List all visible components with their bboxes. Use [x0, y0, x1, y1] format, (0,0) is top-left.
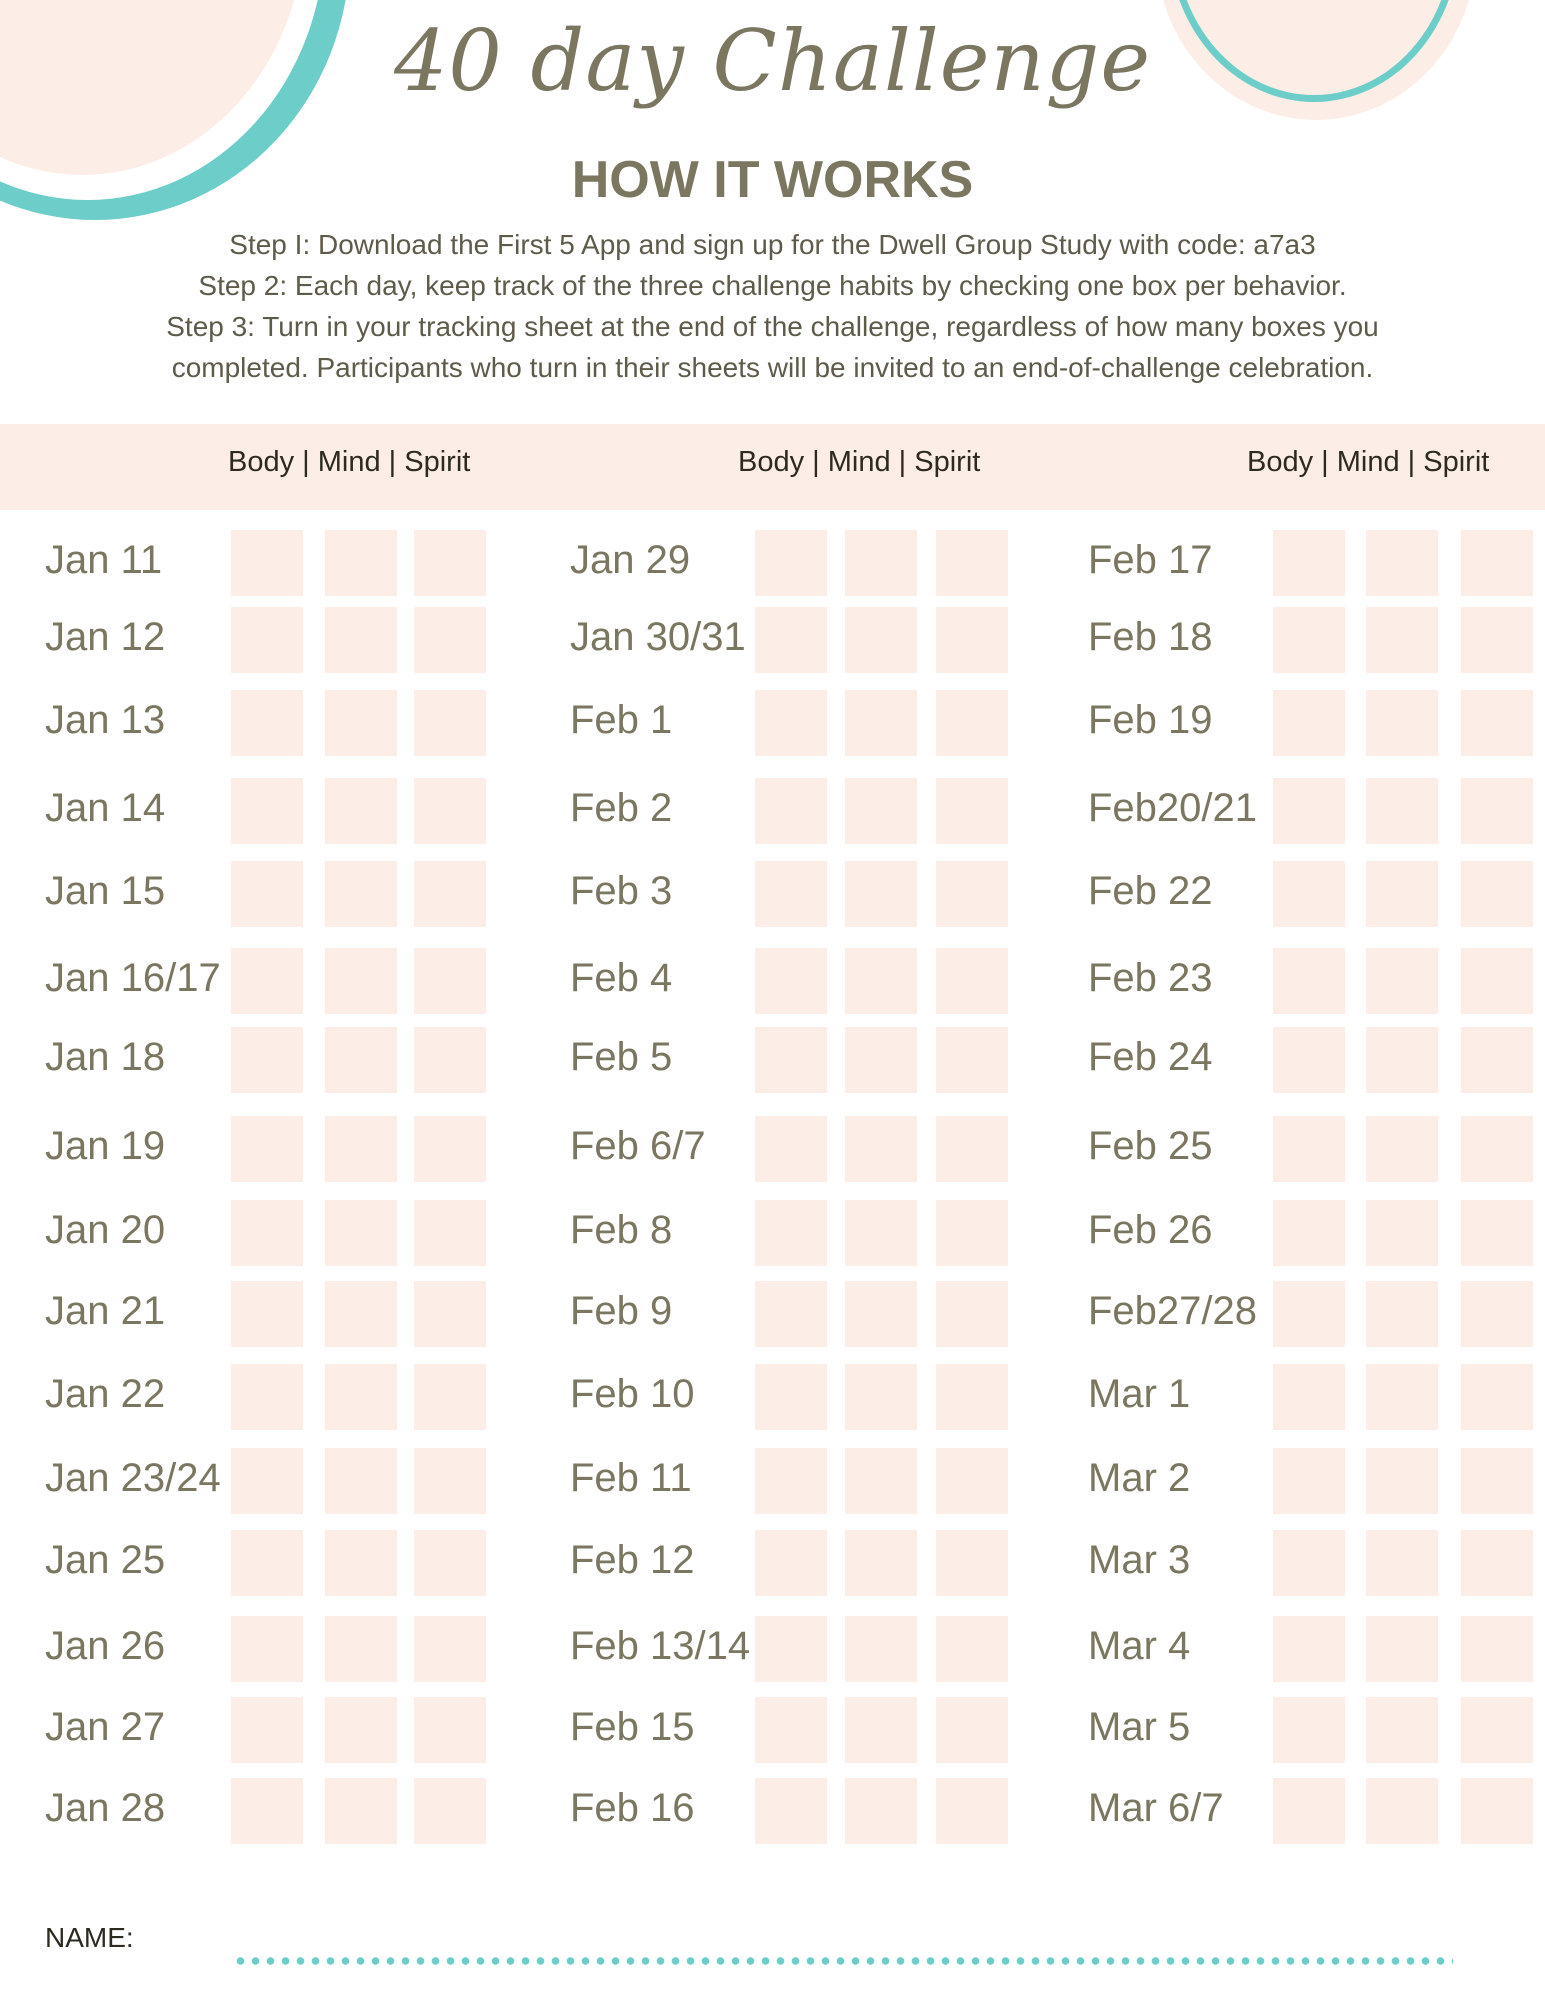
body-checkbox[interactable] [231, 530, 303, 596]
date-label: Mar 5 [1088, 1705, 1191, 1749]
date-label: Feb 1 [570, 698, 673, 742]
mind-checkbox[interactable] [325, 1116, 397, 1182]
date-label: Mar 3 [1088, 1538, 1191, 1582]
spirit-checkbox[interactable] [414, 1364, 486, 1430]
spirit-checkbox[interactable] [414, 861, 486, 927]
date-label: Feb 5 [570, 1035, 673, 1079]
spirit-checkbox[interactable] [1461, 690, 1533, 756]
spirit-checkbox[interactable] [414, 1778, 486, 1844]
step-1: Step I: Download the First 5 App and sign up for the Dwell Group Study with code: a7a3 [229, 229, 1316, 260]
date-label: Jan 29 [570, 538, 691, 582]
mind-checkbox[interactable] [325, 690, 397, 756]
mind-checkbox[interactable] [1366, 1281, 1438, 1347]
date-label: Feb 9 [570, 1289, 673, 1333]
mind-checkbox[interactable] [1366, 1116, 1438, 1182]
name-input-line[interactable] [233, 1956, 1453, 1966]
spirit-checkbox[interactable] [936, 1616, 1008, 1682]
date-label: Feb 2 [570, 786, 673, 830]
date-label: Feb 18 [1088, 615, 1213, 659]
column-header-2: Body | Mind | Spirit [738, 446, 981, 478]
spirit-checkbox[interactable] [414, 1697, 486, 1763]
mind-checkbox[interactable] [1366, 861, 1438, 927]
spirit-checkbox[interactable] [414, 1448, 486, 1514]
spirit-checkbox[interactable] [414, 1530, 486, 1596]
column-header-3: Body | Mind | Spirit [1247, 446, 1490, 478]
mind-checkbox[interactable] [325, 1778, 397, 1844]
date-label: Feb 12 [570, 1538, 695, 1582]
spirit-checkbox[interactable] [936, 1281, 1008, 1347]
mind-checkbox[interactable] [845, 1364, 917, 1430]
body-checkbox[interactable] [755, 690, 827, 756]
instructions [60, 224, 1485, 388]
body-checkbox[interactable] [1273, 1530, 1345, 1596]
mind-checkbox[interactable] [845, 1616, 917, 1682]
mind-checkbox[interactable] [1366, 530, 1438, 596]
spirit-checkbox[interactable] [1461, 1281, 1533, 1347]
date-label: Feb 10 [570, 1372, 695, 1416]
spirit-checkbox[interactable] [936, 690, 1008, 756]
mind-checkbox[interactable] [325, 1616, 397, 1682]
spirit-checkbox[interactable] [1461, 607, 1533, 673]
mind-checkbox[interactable] [845, 861, 917, 927]
body-checkbox[interactable] [231, 1364, 303, 1430]
body-checkbox[interactable] [1273, 1200, 1345, 1266]
body-checkbox[interactable] [1273, 1778, 1345, 1844]
body-checkbox[interactable] [231, 861, 303, 927]
mind-checkbox[interactable] [325, 1027, 397, 1093]
body-checkbox[interactable] [755, 1778, 827, 1844]
spirit-checkbox[interactable] [1461, 1697, 1533, 1763]
spirit-checkbox[interactable] [936, 1027, 1008, 1093]
spirit-checkbox[interactable] [414, 530, 486, 596]
date-label: Jan 21 [45, 1289, 166, 1333]
spirit-checkbox[interactable] [936, 1778, 1008, 1844]
mind-checkbox[interactable] [1366, 1530, 1438, 1596]
body-checkbox[interactable] [231, 607, 303, 673]
spirit-checkbox[interactable] [1461, 1116, 1533, 1182]
date-label: Feb 25 [1088, 1124, 1213, 1168]
date-label: Feb 13/14 [570, 1624, 751, 1668]
spirit-checkbox[interactable] [936, 861, 1008, 927]
date-label: Jan 18 [45, 1035, 166, 1079]
date-label: Jan 22 [45, 1372, 166, 1416]
date-label: Jan 26 [45, 1624, 166, 1668]
date-label: Feb 26 [1088, 1208, 1213, 1252]
mind-checkbox[interactable] [845, 1697, 917, 1763]
body-checkbox[interactable] [231, 1616, 303, 1682]
body-checkbox[interactable] [1273, 690, 1345, 756]
body-checkbox[interactable] [231, 1530, 303, 1596]
spirit-checkbox[interactable] [414, 1200, 486, 1266]
mind-checkbox[interactable] [1366, 1200, 1438, 1266]
body-checkbox[interactable] [231, 1116, 303, 1182]
mind-checkbox[interactable] [325, 1697, 397, 1763]
mind-checkbox[interactable] [845, 948, 917, 1014]
spirit-checkbox[interactable] [414, 948, 486, 1014]
body-checkbox[interactable] [755, 948, 827, 1014]
mind-checkbox[interactable] [1366, 1616, 1438, 1682]
date-label: Jan 11 [45, 538, 163, 582]
mind-checkbox[interactable] [325, 530, 397, 596]
body-checkbox[interactable] [231, 1027, 303, 1093]
body-checkbox[interactable] [755, 530, 827, 596]
date-label: Mar 1 [1088, 1372, 1191, 1416]
date-label: Jan 12 [45, 615, 166, 659]
spirit-checkbox[interactable] [936, 778, 1008, 844]
date-label: Jan 23/24 [45, 1456, 221, 1500]
body-checkbox[interactable] [231, 948, 303, 1014]
body-checkbox[interactable] [231, 1697, 303, 1763]
spirit-checkbox[interactable] [1461, 1530, 1533, 1596]
mind-checkbox[interactable] [845, 1448, 917, 1514]
mind-checkbox[interactable] [1366, 690, 1438, 756]
spirit-checkbox[interactable] [936, 1200, 1008, 1266]
mind-checkbox[interactable] [1366, 778, 1438, 844]
date-label: Feb 24 [1088, 1035, 1213, 1079]
body-checkbox[interactable] [1273, 1116, 1345, 1182]
body-checkbox[interactable] [1273, 1281, 1345, 1347]
mind-checkbox[interactable] [325, 861, 397, 927]
mind-checkbox[interactable] [325, 948, 397, 1014]
body-checkbox[interactable] [231, 1281, 303, 1347]
mind-checkbox[interactable] [845, 607, 917, 673]
mind-checkbox[interactable] [325, 1200, 397, 1266]
date-label: Jan 30/31 [570, 615, 746, 659]
spirit-checkbox[interactable] [1461, 861, 1533, 927]
body-checkbox[interactable] [231, 778, 303, 844]
body-checkbox[interactable] [1273, 861, 1345, 927]
spirit-checkbox[interactable] [1461, 1200, 1533, 1266]
body-checkbox[interactable] [755, 1530, 827, 1596]
spirit-checkbox[interactable] [414, 1116, 486, 1182]
date-label: Feb 4 [570, 956, 673, 1000]
step-3-line-2: completed. Participants who turn in their sheets will be invited to an end-of-challenge celebration. [171, 352, 1374, 383]
mind-checkbox[interactable] [845, 1778, 917, 1844]
body-checkbox[interactable] [755, 607, 827, 673]
spirit-checkbox[interactable] [936, 1364, 1008, 1430]
body-checkbox[interactable] [755, 1364, 827, 1430]
date-label: Feb27/28 [1088, 1289, 1258, 1333]
body-checkbox[interactable] [1273, 1027, 1345, 1093]
date-label: Mar 2 [1088, 1456, 1191, 1500]
spirit-checkbox[interactable] [414, 607, 486, 673]
mind-checkbox[interactable] [845, 1027, 917, 1093]
mind-checkbox[interactable] [325, 1364, 397, 1430]
body-checkbox[interactable] [755, 778, 827, 844]
body-checkbox[interactable] [755, 1281, 827, 1347]
date-label: Jan 16/17 [45, 956, 221, 1000]
mind-checkbox[interactable] [1366, 607, 1438, 673]
spirit-checkbox[interactable] [1461, 1027, 1533, 1093]
date-label: Mar 4 [1088, 1624, 1191, 1668]
mind-checkbox[interactable] [325, 778, 397, 844]
date-label: Mar 6/7 [1088, 1786, 1224, 1830]
date-label: Feb 15 [570, 1705, 695, 1749]
body-checkbox[interactable] [755, 1200, 827, 1266]
mind-checkbox[interactable] [845, 530, 917, 596]
mind-checkbox[interactable] [1366, 1778, 1438, 1844]
body-checkbox[interactable] [755, 1116, 827, 1182]
body-checkbox[interactable] [1273, 1448, 1345, 1514]
page-title: 40 day Challenge [393, 12, 1152, 110]
spirit-checkbox[interactable] [1461, 1616, 1533, 1682]
spirit-checkbox[interactable] [414, 1027, 486, 1093]
mind-checkbox[interactable] [1366, 1027, 1438, 1093]
spirit-checkbox[interactable] [414, 690, 486, 756]
body-checkbox[interactable] [231, 1448, 303, 1514]
mind-checkbox[interactable] [845, 1530, 917, 1596]
spirit-checkbox[interactable] [1461, 778, 1533, 844]
spirit-checkbox[interactable] [414, 778, 486, 844]
body-checkbox[interactable] [231, 1200, 303, 1266]
date-label: Jan 20 [45, 1208, 166, 1252]
spirit-checkbox[interactable] [1461, 530, 1533, 596]
date-label: Jan 27 [45, 1705, 166, 1749]
mind-checkbox[interactable] [1366, 1448, 1438, 1514]
spirit-checkbox[interactable] [1461, 1448, 1533, 1514]
step-3-line-1: Step 3: Turn in your tracking sheet at the end of the challenge, regardless of how many boxes you [166, 311, 1379, 342]
mind-checkbox[interactable] [845, 690, 917, 756]
date-label: Feb 22 [1088, 869, 1213, 913]
spirit-checkbox[interactable] [414, 1616, 486, 1682]
date-label: Feb 8 [570, 1208, 673, 1252]
body-checkbox[interactable] [755, 1697, 827, 1763]
body-checkbox[interactable] [1273, 607, 1345, 673]
spirit-checkbox[interactable] [936, 607, 1008, 673]
spirit-checkbox[interactable] [1461, 1364, 1533, 1430]
body-checkbox[interactable] [231, 690, 303, 756]
spirit-checkbox[interactable] [1461, 1778, 1533, 1844]
mind-checkbox[interactable] [845, 1200, 917, 1266]
date-label: Feb 3 [570, 869, 673, 913]
mind-checkbox[interactable] [845, 1116, 917, 1182]
date-label: Feb 6/7 [570, 1124, 706, 1168]
spirit-checkbox[interactable] [936, 1697, 1008, 1763]
date-label: Jan 14 [45, 786, 166, 830]
mind-checkbox[interactable] [1366, 948, 1438, 1014]
mind-checkbox[interactable] [325, 1281, 397, 1347]
date-label: Jan 13 [45, 698, 166, 742]
mind-checkbox[interactable] [845, 778, 917, 844]
mind-checkbox[interactable] [325, 1530, 397, 1596]
date-label: Feb 17 [1088, 538, 1213, 582]
date-label: Jan 15 [45, 869, 166, 913]
mind-checkbox[interactable] [845, 1281, 917, 1347]
section-heading: HOW IT WORKS [571, 151, 974, 209]
spirit-checkbox[interactable] [936, 1448, 1008, 1514]
mind-checkbox[interactable] [1366, 1697, 1438, 1763]
date-label: Jan 19 [45, 1124, 166, 1168]
name-label: NAME: [45, 1922, 134, 1953]
body-checkbox[interactable] [1273, 948, 1345, 1014]
date-label: Feb 16 [570, 1786, 695, 1830]
body-checkbox[interactable] [1273, 778, 1345, 844]
body-checkbox[interactable] [231, 1778, 303, 1844]
spirit-checkbox[interactable] [936, 1530, 1008, 1596]
body-checkbox[interactable] [755, 861, 827, 927]
body-checkbox[interactable] [755, 1027, 827, 1093]
column-header-1: Body | Mind | Spirit [228, 446, 471, 478]
spirit-checkbox[interactable] [936, 1116, 1008, 1182]
body-checkbox[interactable] [1273, 530, 1345, 596]
spirit-checkbox[interactable] [936, 948, 1008, 1014]
body-checkbox[interactable] [755, 1616, 827, 1682]
mind-checkbox[interactable] [325, 607, 397, 673]
body-checkbox[interactable] [1273, 1616, 1345, 1682]
body-checkbox[interactable] [755, 1448, 827, 1514]
date-label: Jan 25 [45, 1538, 166, 1582]
date-label: Feb 11 [570, 1456, 692, 1500]
date-label: Feb20/21 [1088, 786, 1258, 830]
body-checkbox[interactable] [1273, 1697, 1345, 1763]
spirit-checkbox[interactable] [414, 1281, 486, 1347]
date-label: Feb 23 [1088, 956, 1213, 1000]
spirit-checkbox[interactable] [1461, 948, 1533, 1014]
step-2: Step 2: Each day, keep track of the three challenge habits by checking one box per behavior. [198, 270, 1347, 301]
mind-checkbox[interactable] [325, 1448, 397, 1514]
spirit-checkbox[interactable] [936, 530, 1008, 596]
date-label: Jan 28 [45, 1786, 166, 1830]
body-checkbox[interactable] [1273, 1364, 1345, 1430]
mind-checkbox[interactable] [1366, 1364, 1438, 1430]
date-label: Feb 19 [1088, 698, 1213, 742]
